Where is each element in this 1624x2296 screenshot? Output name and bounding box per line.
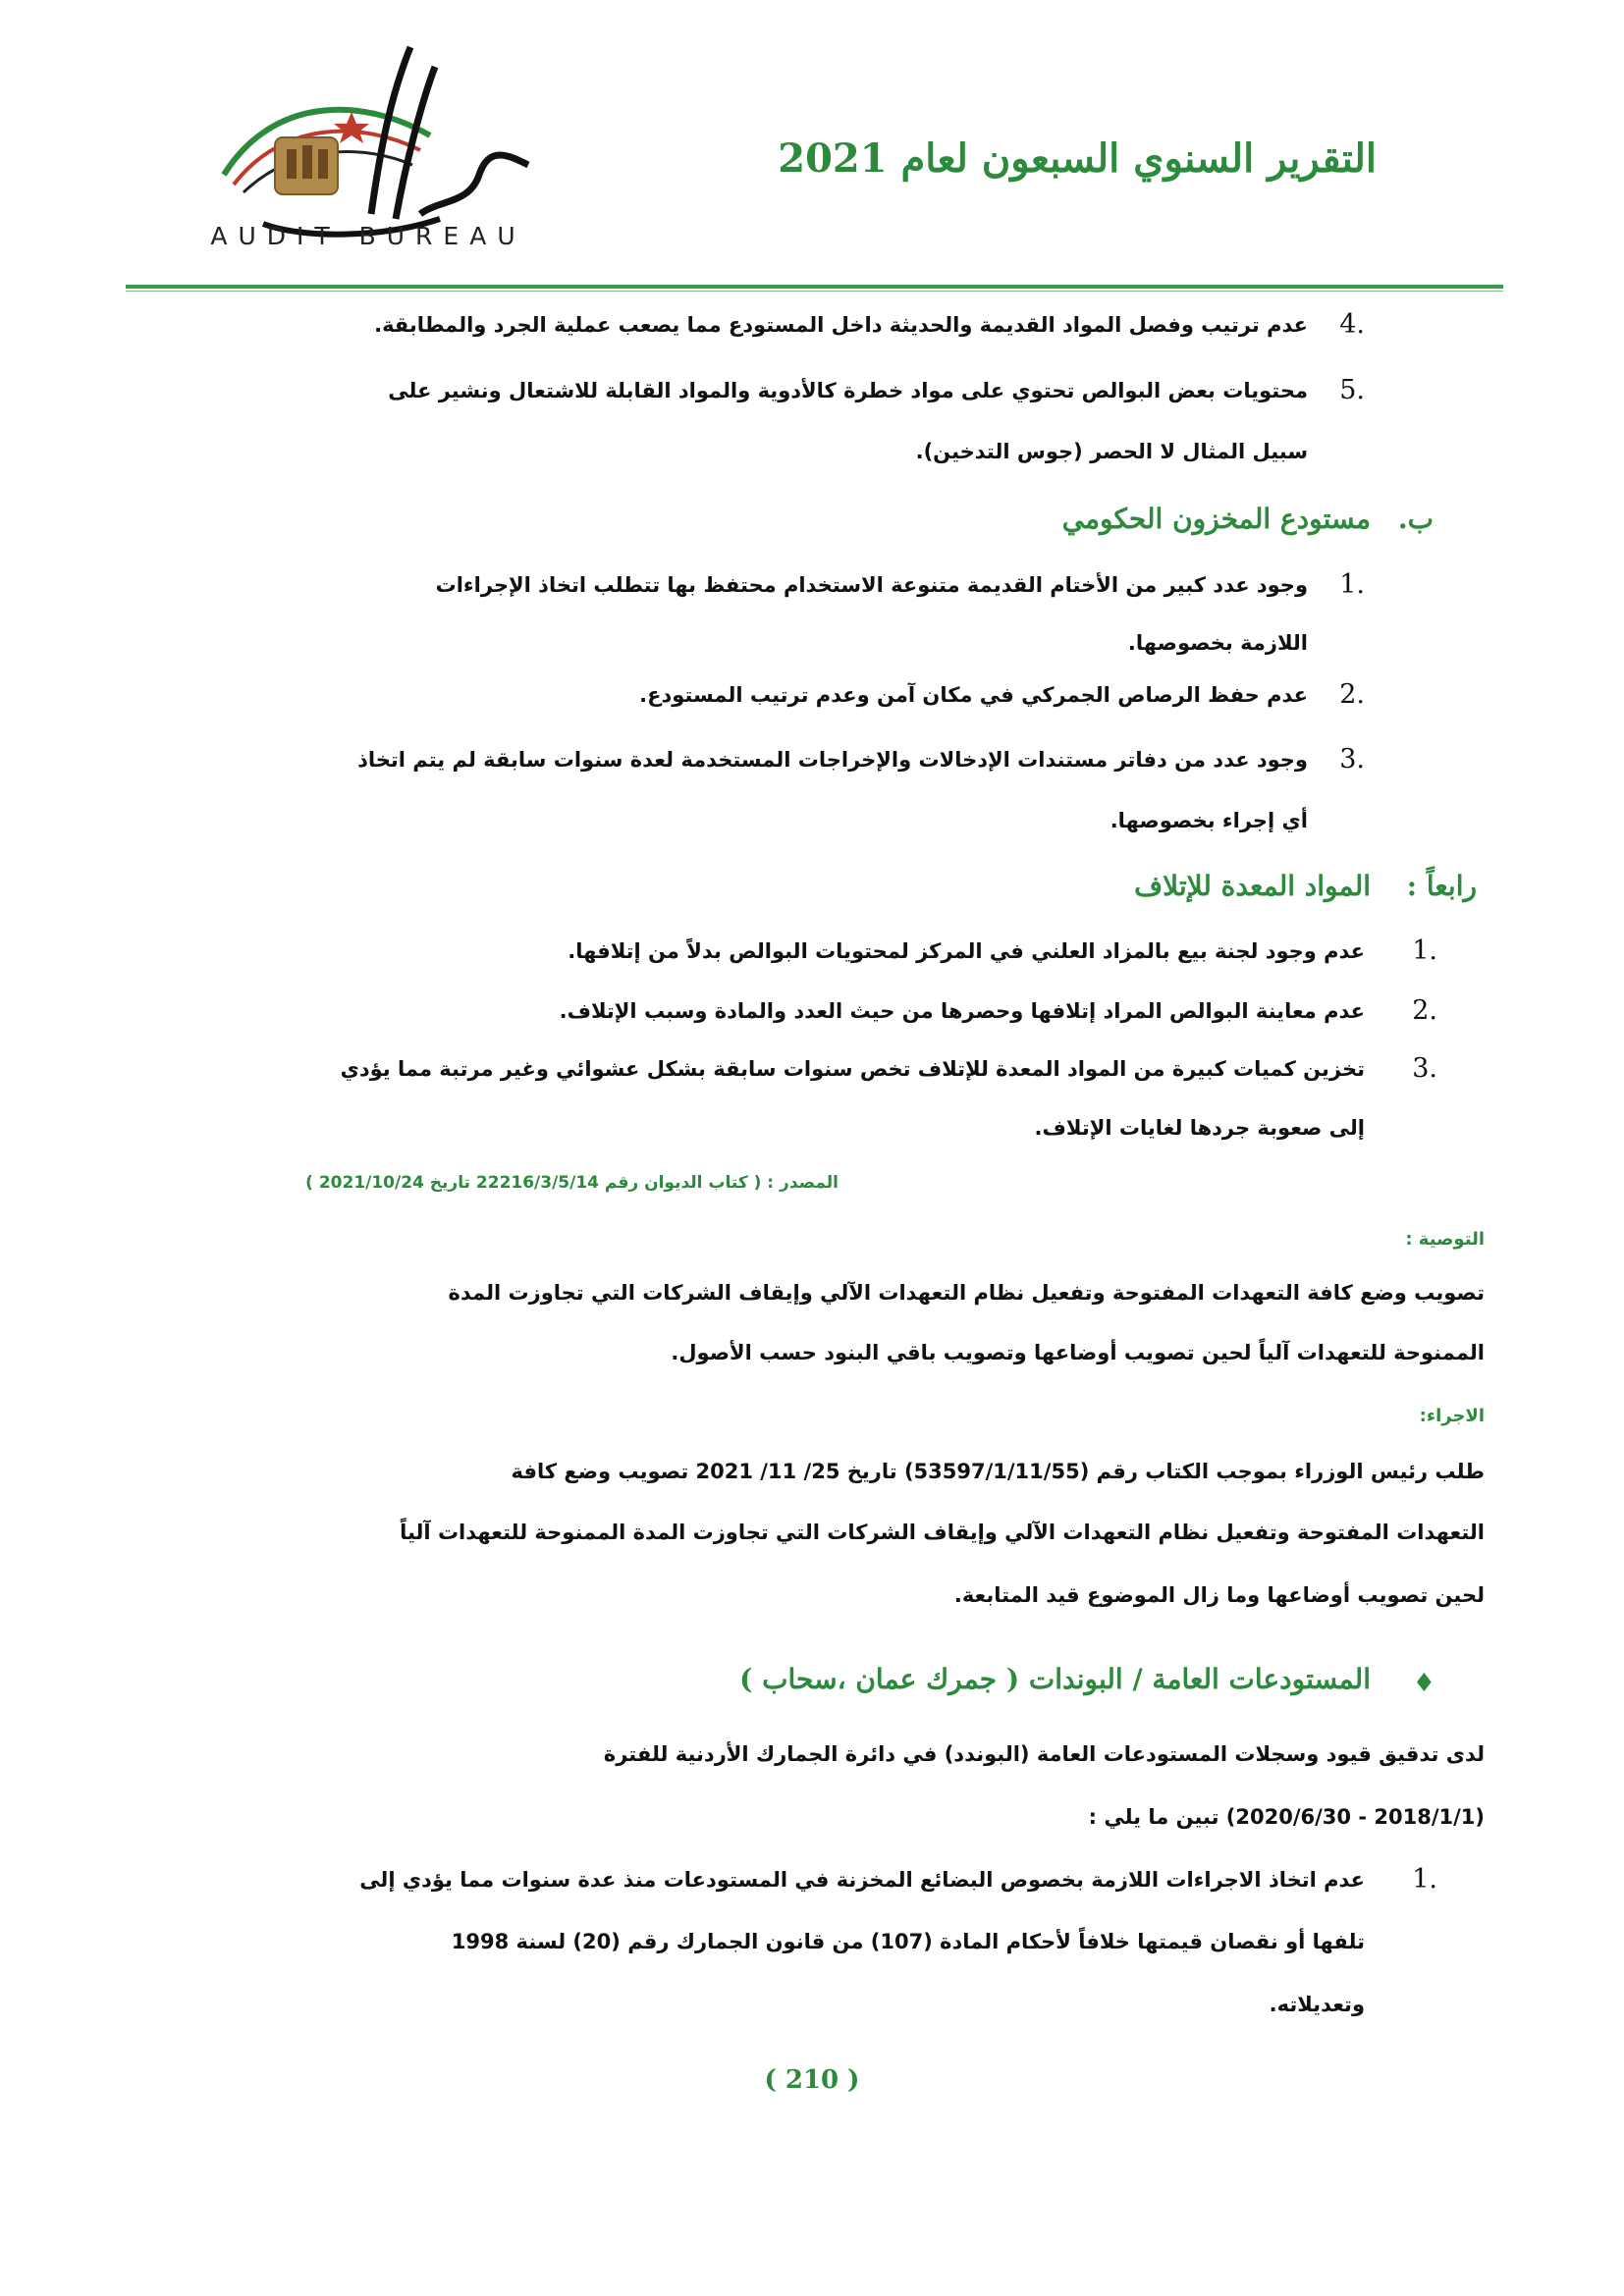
section-4-title: المواد المعدة للإتلاف [1134,870,1371,902]
list-item-number: 3. [1339,744,1365,774]
recommendation-text: تصويب وضع كافة التعهدات المفتوحة وتفعيل نظام التعهدات الآلي وإيقاف الشركات التي تجاوزت المدة [448,1281,1485,1305]
list-item-number: 2. [1339,679,1365,710]
source-reference: المصدر : ( كتاب الديوان رقم 22216/3/5/14 تاريخ 2021/10/24 ) [305,1173,839,1193]
list-item-number: 1. [1412,935,1437,966]
list-item-text: عدم ترتيب وفصل المواد القديمة والحديثة داخل المستودع مما يصعب عملية الجرد والمطابقة. [374,313,1308,337]
list-item-text: محتويات بعض البوالص تحتوي على مواد خطرة كالأدوية والمواد القابلة للاشتعال ونشير على [388,379,1308,402]
bonded-warehouses-title: المستودعات العامة / البوندات ( جمرك عمان ،سحاب ) [739,1663,1371,1695]
list-item-text: عدم وجود لجنة بيع بالمزاد العلني في المركز لمحتويات البوالص بدلاً من إتلافها. [568,939,1365,963]
list-item-text: عدم حفظ الرصاص الجمركي في مكان آمن وعدم ترتيب المستودع. [639,683,1308,707]
list-item-text: تخزين كميات كبيرة من المواد المعدة للإتلاف تخص سنوات سابقة بشكل عشوائي وغير مرتبة مما يؤدي [340,1057,1365,1081]
list-item-number: 4. [1339,309,1365,340]
page-number: ( 210 ) [764,2065,860,2095]
list-item-number: 3. [1412,1053,1437,1084]
list-item-text-continued: اللازمة بخصوصها. [1127,631,1308,655]
header-divider [126,285,1503,289]
list-item-text-continued: سبيل المثال لا الحصر (جوس التدخين). [915,440,1308,463]
list-item-number: 5. [1339,375,1365,405]
list-item-text: وجود عدد كبير من الأختام القديمة متنوعة الاستخدام محتفظ بها تتطلب اتخاذ الإجراءات [435,573,1308,597]
list-item-text-continued: أي إجراء بخصوصها. [1110,809,1308,832]
bonded-intro-text-continued: (2018/1/1 - 2020/6/30) تبين ما يلي : [1088,1805,1485,1829]
recommendation-label: التوصية : [1405,1229,1485,1250]
list-item-text-continued: وتعديلاته. [1269,1993,1365,2016]
action-label: الاجراء: [1419,1406,1485,1426]
section-b-title: مستودع المخزون الحكومي [1061,503,1371,535]
diamond-bullet-icon: ♦ [1412,1669,1435,1698]
list-item-text: عدم معاينة البوالص المراد إتلافها وحصرها من حيث العدد والمادة وسبب الإتلاف. [559,999,1365,1023]
section-b-label: ب. [1397,503,1434,535]
action-text-continued: لحين تصويب أوضاعها وما زال الموضوع قيد المتابعة. [953,1583,1485,1607]
action-text: طلب رئيس الوزراء بموجب الكتاب رقم (53597/1/11/55) تاريخ 25/ 11/ 2021 تصويب وضع كافة [511,1460,1485,1483]
list-item-number: 2. [1412,995,1437,1026]
recommendation-text-continued: الممنوحة للتعهدات آلياً لحين تصويب أوضاعها وتصويب باقي البنود حسب الأصول. [671,1341,1485,1364]
list-item-number: 1. [1339,569,1365,600]
list-item-text-continued: تلفها أو نقصان قيمتها خلافاً لأحكام المادة (107) من قانون الجمارك رقم (20) لسنة 1998 [451,1930,1365,1953]
list-item-text: وجود عدد من دفاتر مستندات الإدخالات والإخراجات المستخدمة لعدة سنوات سابقة لم يتم اتخاذ [357,748,1308,772]
list-item-text-continued: إلى صعوبة جردها لغايات الإتلاف. [1034,1116,1365,1140]
section-4-label: رابعاً : [1406,870,1477,902]
list-item-text: عدم اتخاذ الاجراءات اللازمة بخصوص البضائع المخزنة في المستودعات منذ عدة سنوات مما يؤدي إلى [359,1868,1365,1892]
action-text-continued: التعهدات المفتوحة وتفعيل نظام التعهدات الآلي وإيقاف الشركات التي تجاوزت المدة الممنوحة للتعهدات آلياً [400,1521,1485,1544]
bonded-intro-text: لدى تدقيق قيود وسجلات المستودعات العامة (البوندد) في دائرة الجمارك الأردنية للفترة [603,1742,1485,1766]
header-divider-thin [126,291,1503,292]
logo-english-text: AUDIT BUREAU [210,222,526,250]
report-title: التقرير السنوي السبعون لعام 2021 [778,135,1377,182]
list-item-number: 1. [1412,1864,1437,1895]
